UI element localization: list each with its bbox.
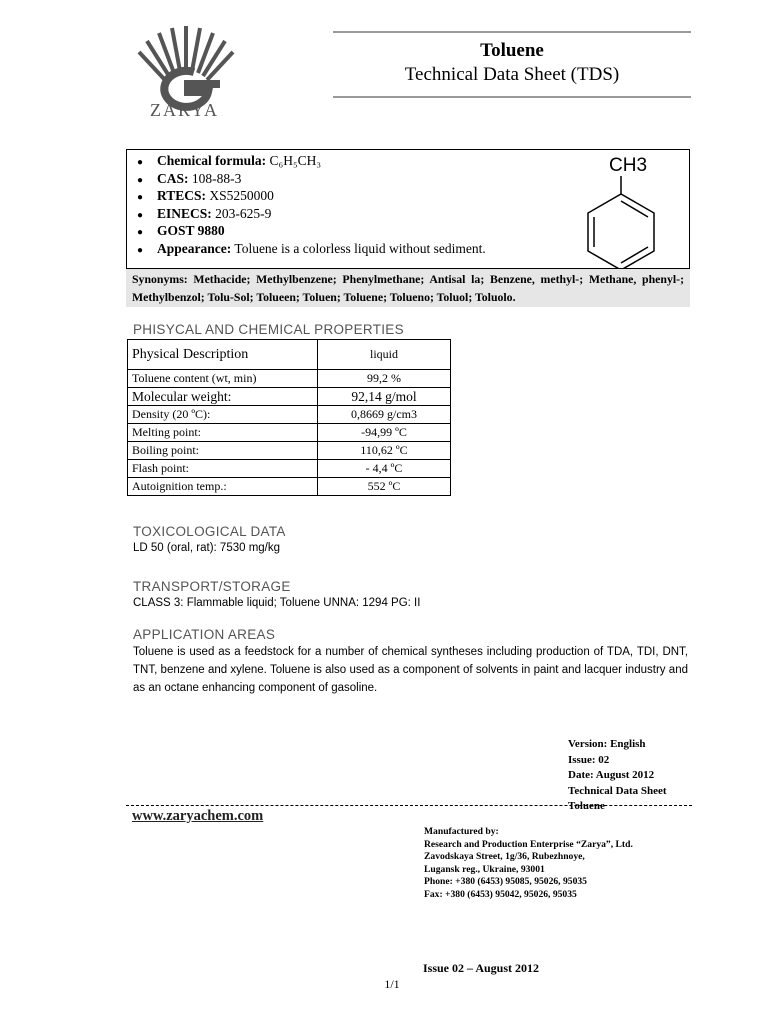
page-number-text: 1/1 bbox=[384, 977, 400, 991]
info-value: 203-625-9 bbox=[215, 205, 272, 221]
table-row bbox=[128, 424, 451, 442]
property-value: -94,99 ºC bbox=[318, 424, 451, 442]
info-label: Chemical formula: bbox=[157, 153, 267, 168]
toxicological-heading: TOXICOLOGICAL DATA bbox=[133, 524, 286, 539]
logo-text: ZARYA bbox=[150, 100, 220, 120]
table-row bbox=[128, 442, 451, 460]
product-line: Toluene bbox=[568, 800, 605, 812]
property-label: Melting point: bbox=[128, 424, 318, 442]
info-label: GOST 9880 bbox=[157, 223, 225, 238]
website-link[interactable]: www.zaryachem.com bbox=[132, 808, 264, 824]
bullet-icon: ● bbox=[137, 227, 144, 238]
issue-line: Issue: 02 bbox=[568, 753, 610, 766]
info-item-gost bbox=[137, 222, 486, 240]
footer-issue bbox=[0, 961, 768, 976]
chemical-info-list bbox=[137, 152, 486, 257]
table-row bbox=[128, 460, 451, 478]
property-value: 92,14 g/mol bbox=[318, 388, 451, 406]
info-value: C₆H₅CH₃ bbox=[269, 153, 322, 168]
info-label: RTECS: bbox=[157, 188, 207, 203]
doc-type-line: Technical Data Sheet bbox=[568, 784, 667, 797]
info-item-cas bbox=[137, 170, 486, 188]
info-item-einecs bbox=[137, 205, 486, 223]
info-value: XS5250000 bbox=[209, 188, 274, 203]
footer-issue-text: Issue 02 – August 2012 bbox=[422, 961, 540, 975]
manufacturer-line: Phone: +380 (6453) 95085, 95026, 95035 bbox=[424, 876, 587, 887]
manufacturer-line: Research and Production Enterprise “Zarya”, Ltd. bbox=[424, 838, 633, 850]
info-value: 108-88-3 bbox=[191, 170, 242, 186]
property-value: liquid bbox=[318, 340, 451, 370]
toxicological-text: LD 50 (oral, rat): 7530 mg/kg bbox=[133, 542, 281, 554]
transport-heading: TRANSPORT/STORAGE bbox=[133, 579, 291, 594]
date-line: Date: August 2012 bbox=[568, 769, 655, 781]
table-row bbox=[128, 340, 451, 370]
bullet-icon: ● bbox=[137, 244, 144, 256]
document-title: Toluene bbox=[480, 40, 544, 61]
property-label: Boiling point: bbox=[128, 442, 318, 460]
dashed-divider bbox=[126, 805, 692, 806]
property-value: 0,8669 g/cm3 bbox=[318, 406, 451, 424]
property-label: Autoignition temp.: bbox=[128, 478, 318, 496]
info-item-formula bbox=[137, 152, 486, 170]
property-value: 552 ºC bbox=[318, 478, 451, 496]
info-label: Appearance: bbox=[157, 240, 232, 256]
bullet-icon: ● bbox=[137, 192, 144, 203]
property-value: - 4,4 ºC bbox=[318, 460, 451, 478]
header-rule-top bbox=[333, 31, 691, 33]
properties-heading: PHISYCAL AND CHEMICAL PROPERTIES bbox=[133, 322, 404, 337]
info-item-appearance bbox=[137, 240, 486, 258]
property-value: 110,62 ºC bbox=[318, 442, 451, 460]
table-row bbox=[128, 406, 451, 424]
methyl-group-label: CH3 bbox=[609, 155, 648, 176]
transport-text: CLASS 3: Flammable liquid; Toluene UNNA: 1294 PG: II bbox=[133, 597, 421, 609]
document-subtitle: Technical Data Sheet (TDS) bbox=[404, 64, 620, 85]
version-block bbox=[568, 737, 667, 815]
application-heading: APPLICATION AREAS bbox=[133, 627, 276, 642]
manufacturer-line: Zavodskaya Street, 1g/36, Rubezhnoye, bbox=[424, 851, 585, 862]
bullet-icon: ● bbox=[137, 157, 144, 168]
info-label: EINECS: bbox=[157, 205, 212, 221]
page-number bbox=[0, 977, 768, 992]
bullet-icon: ● bbox=[137, 174, 144, 186]
synonyms-text: Synonyms: Methacide; Methylbenzene; Phenylmethane; Antisal la; Benzene, methyl-; Methane, phenyl-; Methylbenzol; Tolu-Sol; Tolueen; Toluen; Toluene; Tolueno; Toluol; Toluolo. bbox=[126, 269, 690, 307]
info-item-rtecs bbox=[137, 187, 486, 205]
header-rule-bottom bbox=[333, 96, 691, 98]
manufacturer-line: Fax: +380 (6453) 95042, 95026, 95035 bbox=[424, 888, 577, 900]
application-text: Toluene is used as a feedstock for a number of chemical syntheses including production of TDA, TDI, DNT, TNT, benzene and xylene. Toluene is also used as a component of solvents in paint and lacquer industry and as an octane enhancing component of gasoline. bbox=[133, 646, 688, 694]
chemical-info-box bbox=[126, 149, 690, 269]
property-label: Toluene content (wt, min) bbox=[128, 370, 318, 388]
info-label: CAS: bbox=[157, 170, 189, 186]
version-line: Version: English bbox=[568, 738, 646, 750]
toluene-structure-diagram bbox=[579, 150, 689, 268]
info-value: Toluene is a colorless liquid without sediment. bbox=[234, 240, 486, 256]
property-label: Flash point: bbox=[128, 460, 318, 478]
table-row bbox=[128, 370, 451, 388]
manufacturer-line: Lugansk reg., Ukraine, 93001 bbox=[424, 863, 545, 875]
table-row bbox=[128, 478, 451, 496]
property-label: Physical Description bbox=[128, 340, 318, 370]
properties-table bbox=[127, 339, 451, 496]
manufacturer-line: Manufactured by: bbox=[424, 826, 499, 837]
property-label: Density (20 ºC): bbox=[128, 406, 318, 424]
property-label: Molecular weight: bbox=[128, 388, 318, 406]
manufacturer-block bbox=[424, 826, 633, 901]
table-row bbox=[128, 388, 451, 406]
property-value: 99,2 % bbox=[318, 370, 451, 388]
bullet-icon: ● bbox=[137, 209, 144, 221]
